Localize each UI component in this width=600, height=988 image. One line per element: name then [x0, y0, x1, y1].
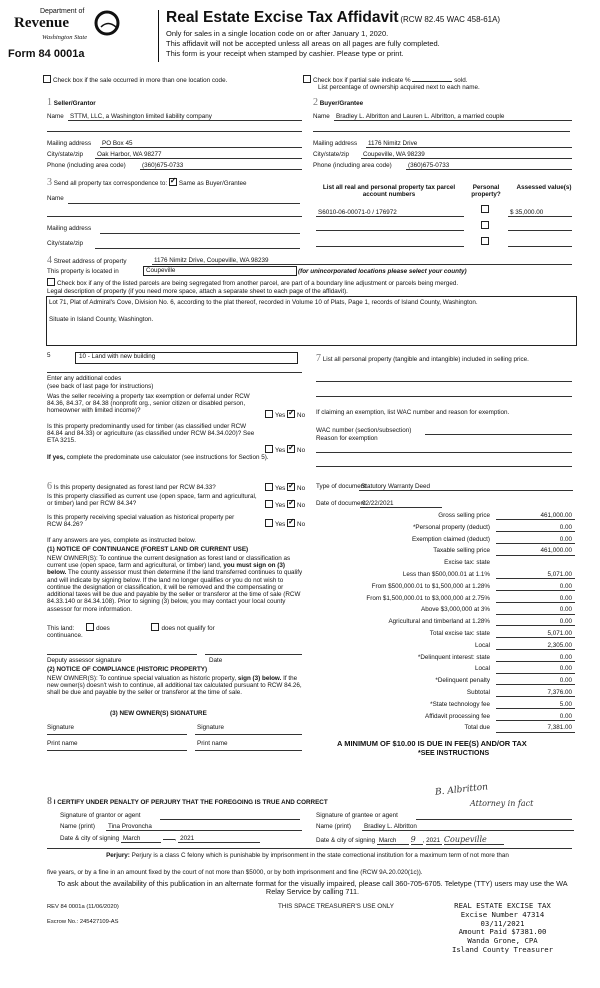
- alternate-format: To ask about the availability of this publication in an alternate format for the visually impaired, please call 360-705-6705. Teletype (TTY) users may use the WA Relay Service by calling 711.: [57, 879, 568, 897]
- perjury-text-2: five years, or by a fine in an amount fixed by the court of not more than $5000, or by both imprisonment and fine (RCW 9A.20.020(1c)).: [47, 869, 423, 876]
- tax-row-label: Excise tax: state: [444, 559, 490, 567]
- grantee-date-row: Date & city of signing March 9 , 2021 Coupeville: [316, 835, 504, 845]
- partial-note: List percentage of ownership acquired next to each name.: [318, 84, 480, 91]
- minimum-due: A MINIMUM OF $10.00 IS DUE IN FEE(S) AND/OR TAX: [337, 739, 527, 748]
- tax-row-label: Above $3,000,000 at 3%: [421, 606, 490, 614]
- signature-note: Attorney in fact: [470, 799, 534, 808]
- header-divider: [158, 10, 159, 62]
- buyer-city-field[interactable]: Coupeville, WA 98239: [361, 151, 572, 159]
- dept-name: Revenue: [14, 15, 69, 31]
- buyer-phone-label: Phone (including area code): [313, 162, 392, 169]
- corr-mailing-label: Mailing address: [47, 225, 92, 232]
- seller-name-field[interactable]: STTM, LLC, a Washington limited liability company: [68, 113, 302, 121]
- buyer-section: 2 Buyer/Grantee: [313, 97, 364, 108]
- same-as-buyer-checkbox[interactable]: [169, 178, 177, 186]
- seller-city-label: City/state/zip: [47, 151, 84, 158]
- seller-city-field[interactable]: Oak Harbor, WA 98277: [95, 151, 302, 159]
- legal-text: Lot 71, Plat of Admiral's Cove, Division No. 6, according to the plat thereof, recorded in Volume 10 of Plats, Page 1, records of Island County, Washington.: [49, 299, 478, 306]
- checkbox-icon[interactable]: [43, 75, 51, 83]
- buyer-name-label: Name: [313, 113, 330, 120]
- parcel-col-3: Assessed value(s): [516, 184, 572, 191]
- buyer-heading: Buyer/Grantee: [319, 100, 364, 107]
- personal-checkbox-1[interactable]: [481, 205, 491, 214]
- form-title-row: [166, 9, 500, 27]
- tax-row-label: Taxable selling price: [433, 547, 490, 555]
- tax-row-value[interactable]: 0.00: [496, 654, 575, 662]
- header-line-1: Only for sales in a single location code on or after January 1, 2020.: [166, 29, 389, 38]
- personal-checkbox-2[interactable]: [481, 221, 491, 230]
- tax-row-label: *Delinquent interest: state: [417, 653, 490, 661]
- header-line-2: This affidavit will not be accepted unless all areas on all pages are fully completed.: [166, 39, 440, 48]
- seller-name-line-2[interactable]: [47, 131, 302, 132]
- legal-description-box[interactable]: [46, 296, 577, 346]
- tax-row-value[interactable]: 461,000.00: [496, 512, 575, 520]
- tax-row-value[interactable]: 0.00: [496, 595, 575, 603]
- deputy-label: Deputy assessor signature: [47, 657, 122, 664]
- grantee-name-field[interactable]: Bradley L. Albritton: [362, 823, 574, 831]
- s6-q2-answers[interactable]: Yes ✓ No: [265, 500, 305, 509]
- seller-phone-field[interactable]: (360)675-0733: [140, 162, 302, 170]
- dept-state: Washington State: [42, 34, 88, 41]
- s6-question-2: Is this property classified as current use (open space, farm and agricultural, or timber) land per RCW 84.34?: [47, 493, 257, 508]
- notice-2-heading: (2) NOTICE OF COMPLIANCE (HISTORIC PROPERTY): [47, 666, 208, 673]
- reason-line-2[interactable]: [316, 466, 572, 467]
- tax-row-label: Local: [474, 641, 490, 649]
- seller-phone-label: Phone (including area code): [47, 162, 126, 169]
- parcel-col-1: List all real and personal property tax parcel account numbers: [322, 184, 456, 199]
- s5-ifyes: If yes, complete the predominate use calculator (see instructions for Section 5).: [47, 454, 269, 461]
- rcw-ref: (RCW 82.45 WAC 458-61A): [400, 15, 501, 24]
- buyer-name-field[interactable]: Bradley L. Albritton and Lauren L. Albritton, a married couple: [334, 113, 572, 121]
- notice-1-heading: (1) NOTICE OF CONTINUANCE (FOREST LAND OR CURRENT USE): [47, 546, 249, 553]
- section8-divider: [47, 848, 572, 849]
- tax-row-label: *Delinquent penalty: [435, 677, 490, 685]
- tax-row-value[interactable]: 7,381.00: [496, 724, 575, 732]
- assessed-value-1[interactable]: $ 35,000.00: [508, 209, 572, 217]
- perjury-text: Perjury: Perjury is a class C felony which is punishable by imprisonment in the state correctional institution for a maximum term of not more than: [106, 852, 509, 859]
- doc-date-field[interactable]: 02/22/2021: [360, 500, 442, 508]
- corr-city-label: City/state/zip: [47, 240, 84, 247]
- buyer-city-label: City/state/zip: [313, 151, 350, 158]
- tax-row-value[interactable]: 5,071.00: [496, 571, 575, 579]
- grantee-name-label: Name (print): [316, 823, 351, 830]
- deputy-signature-field[interactable]: [47, 654, 197, 655]
- grantee-sig-label: Signature of grantee or agent: [316, 812, 398, 819]
- treasurer-stamp: REAL ESTATE EXCISE TAX Excise Number 47314 03/11/2021 Amount Paid $7381.00 Wanda Grone, CPA Island County Treasurer: [451, 901, 554, 954]
- street-address-row: 4 Street address of property: [47, 255, 127, 266]
- tax-row-value[interactable]: 0.00: [496, 606, 575, 614]
- doc-type-label: Type of document: [316, 483, 367, 490]
- swoosh-icon: [94, 10, 120, 36]
- header-line-3: This form is your receipt when stamped by cashier. Please type or print.: [166, 49, 404, 58]
- tax-row-value[interactable]: 5.00: [496, 701, 575, 709]
- reason-line-1[interactable]: [316, 452, 572, 453]
- additional-codes-field[interactable]: [47, 372, 302, 373]
- tax-row-label: Local: [474, 665, 490, 673]
- tax-row-value[interactable]: 0.00: [496, 665, 575, 673]
- tax-row-value[interactable]: 2,305.00: [496, 642, 575, 650]
- located-note: (for unincorporated locations please select your county): [298, 268, 467, 275]
- escrow-number: Escrow No.: 245427109-AS: [47, 919, 119, 925]
- doc-type-field[interactable]: Statutory Warranty Deed: [359, 483, 573, 491]
- form-number: Form 84 0001a: [8, 48, 85, 60]
- this-land-row: This land: does does not qualify for: [47, 625, 215, 632]
- personal-property-line-1[interactable]: [316, 381, 572, 382]
- corr-mailing-field[interactable]: [100, 233, 300, 234]
- wac-label: WAC number (section/subsection): [316, 427, 412, 434]
- corr-name-label: Name: [47, 195, 64, 202]
- rev-number: REV 84 0001a (11/06/2020): [47, 904, 119, 910]
- grantor-name-label: Name (print): [60, 823, 95, 830]
- s5-q2-answers[interactable]: Yes ✓ No: [265, 445, 305, 454]
- s6-question-3: Is this property receiving special valuation as historical property per RCW 84.26?: [47, 514, 235, 529]
- dor-logo: [8, 8, 158, 66]
- dept-line: Department of: [40, 8, 85, 15]
- wac-field[interactable]: [425, 434, 572, 435]
- buyer-name-line-2[interactable]: [313, 131, 570, 132]
- seller-mailing-label: Mailing address: [47, 140, 92, 147]
- owner-print-1[interactable]: [47, 750, 187, 751]
- deputy-date-label: Date: [209, 657, 223, 664]
- tax-row-label: Total excise tax: state: [429, 630, 490, 637]
- owner-print-2[interactable]: [195, 750, 302, 751]
- tax-row-label: Affidavit processing fee: [425, 712, 490, 720]
- owner-signature-2[interactable]: [195, 734, 302, 735]
- s5-q1-answers[interactable]: Yes ✓ No: [265, 410, 305, 419]
- tax-row-value[interactable]: 0.00: [496, 677, 575, 685]
- corr-name-line-2[interactable]: [47, 216, 302, 217]
- tax-row-label: *Personal property (deduct): [412, 523, 490, 531]
- s6-any-yes: If any answers are yes, complete as instructed below.: [47, 537, 197, 544]
- assessed-value-3[interactable]: [508, 238, 572, 247]
- s6-question-1: 6 Is this property designated as forest land per RCW 84.33?: [47, 481, 216, 492]
- tax-row-label: Exemption claimed (deduct): [411, 535, 490, 543]
- seller-heading: Seller/Grantor: [53, 100, 96, 107]
- tax-row-label: *State technology fee: [430, 700, 490, 708]
- does-not-checkbox[interactable]: [151, 623, 159, 631]
- legal-label: Legal description of property (if you need more space, attach a separate sheet to each page of the affidavit).: [47, 288, 348, 295]
- tax-row-value[interactable]: 0.00: [496, 713, 575, 721]
- doc-date-label: Date of document: [316, 500, 366, 507]
- tax-row-label: From $500,000.01 to $1,500,000 at 1.28%: [371, 582, 490, 590]
- grantor-name-field[interactable]: Tina Provoncha: [106, 823, 302, 831]
- form-title: Real Estate Excise Tax Affidavit: [166, 9, 399, 26]
- personal-property-line-2[interactable]: [316, 396, 572, 397]
- s6-q1-answers[interactable]: Yes ✓ No: [265, 483, 305, 492]
- see-instructions: *SEE INSTRUCTIONS: [418, 750, 490, 757]
- personal-checkbox-3[interactable]: [481, 237, 491, 246]
- located-label: This property is located in: [47, 268, 119, 275]
- tax-row-value[interactable]: 0.00: [496, 618, 575, 626]
- land-use-code-select[interactable]: 10 - Land with new building: [75, 352, 298, 364]
- parcel-number-2[interactable]: [316, 222, 464, 231]
- grantee-signature[interactable]: B. Albritton: [434, 782, 489, 798]
- notice-3-heading: (3) NEW OWNER(S) SIGNATURE: [110, 710, 207, 717]
- tax-row-label: Agricultural and timberland at 1.28%: [388, 618, 490, 626]
- tax-row-label: Total due: [464, 724, 490, 732]
- notice-2-text: NEW OWNER(S): To continue special valuation as historic property, sign (3) below. If the new owner(s) doesn't wish to continue, all additional tax calculated pursuant to RCW 84.26, shall be due and payable by the seller or transferor at the time of sale.: [47, 675, 302, 697]
- seller-name-label: Name: [47, 113, 64, 120]
- print-label-2: Print name: [197, 740, 228, 747]
- corr-name-field[interactable]: [68, 203, 300, 204]
- grantor-date-row: Date & city of signing March , 2021: [60, 835, 260, 843]
- deputy-date-field[interactable]: [205, 654, 302, 655]
- owner-signature-1[interactable]: [47, 734, 187, 735]
- signature-label-2: Signature: [197, 724, 224, 731]
- tax-row-label: From $1,500,000.01 to $3,000,000 at 2.75%: [366, 594, 490, 602]
- signature-label-1: Signature: [47, 724, 74, 731]
- grantor-sig-field[interactable]: [160, 819, 300, 820]
- codes-label: Enter any additional codes: [47, 375, 122, 382]
- legal-situate: Situate in Island County, Washington.: [49, 316, 154, 324]
- continuance-label: continuance.: [47, 632, 83, 639]
- certify-statement: 8 I CERTIFY UNDER PENALTY OF PERJURY THAT THE FOREGOING IS TRUE AND CORRECT: [47, 796, 328, 807]
- section5-num: 5: [47, 352, 51, 359]
- tax-row-label: Gross selling price: [438, 512, 490, 519]
- grantee-sig-field[interactable]: [416, 819, 572, 820]
- tax-row-label: Subtotal: [466, 689, 490, 696]
- codes-note: (see back of last page for instructions): [47, 383, 154, 390]
- seller-section: 1 Seller/Grantor: [47, 97, 96, 108]
- location-select[interactable]: Coupeville: [143, 266, 297, 276]
- seller-mailing-field[interactable]: PO Box 45: [100, 140, 302, 148]
- s5-question-2: Is this property predominantly used for timber (as classified under RCW 84.84 and 84.33) or agriculture (as classified under RCW 84.34.020)? See ETA 3215.: [47, 423, 255, 445]
- personal-property-list: 7 List all personal property (tangible and intangible) included in selling price.: [316, 353, 529, 364]
- treasurer-use: THIS SPACE TREASURER'S USE ONLY: [278, 903, 394, 910]
- tax-row-value[interactable]: 0.00: [496, 583, 575, 591]
- s6-q3-answers[interactable]: Yes ✓ No: [265, 519, 305, 528]
- partial-sale-check[interactable]: Check box if partial sale indicate % sold.: [303, 75, 467, 84]
- tax-row-value[interactable]: 0.00: [496, 536, 575, 544]
- notice-1-text: NEW OWNER(S): To continue the current designation as forest land or classification as current use (open space, farm and agricultural, or timber) land, you must sign on (3) below. The county assessor must then determine if the land transferred continues to qualify and will indicate by signing below. If the land no longer qualifies or you do not wish to continue the designation or classification, it will be removed and the compensating or additional taxes will be due and payable by the seller or transferor at the time of sale (RCW 84.33.140 or 84.34.108). Prior to signing (3) below, you may contact your local county assessor for more information.: [47, 555, 303, 613]
- tax-row-value[interactable]: 461,000.00: [496, 547, 575, 555]
- buyer-mailing-field[interactable]: 1176 Nimitz Drive: [366, 140, 572, 148]
- tax-calculation-table: [316, 512, 578, 737]
- segregated-check[interactable]: Check box if any of the listed parcels are being segregated from another parcel, are part of a boundary line adjustment or parcels being merged.: [47, 278, 458, 287]
- does-checkbox[interactable]: [86, 623, 94, 631]
- assessed-value-2[interactable]: [508, 222, 572, 231]
- tax-row-value[interactable]: 5,071.00: [496, 630, 575, 638]
- buyer-mailing-label: Mailing address: [313, 140, 358, 147]
- tax-row-value[interactable]: 0.00: [496, 524, 575, 532]
- tax-row-value[interactable]: 7,376.00: [496, 689, 575, 697]
- multi-location-check[interactable]: Check box if the sale occurred in more than one location code.: [43, 75, 227, 84]
- print-label-1: Print name: [47, 740, 78, 747]
- parcel-number-1[interactable]: S6010-06-00071-0 / 176972: [316, 209, 464, 217]
- exemption-label: If claiming an exemption, list WAC number and reason for exemption.: [316, 409, 510, 416]
- tax-row-label: Less than $500,000.01 at 1.1%: [402, 571, 490, 578]
- checkbox-icon[interactable]: [303, 75, 311, 83]
- parcel-col-2: Personal property?: [471, 184, 501, 199]
- s5-question-1: Was the seller receiving a property tax exemption or deferral under RCW 84.36, 84.37, or 84.38 (nonprofit org., senior citizen or disabled person, homeowner with limited income)?: [47, 393, 250, 415]
- send-correspondence: 3 Send all property tax correspondence to: ✓ Same as Buyer/Grantee: [47, 177, 246, 189]
- buyer-phone-field[interactable]: (360)675-0733: [406, 162, 572, 170]
- corr-city-field[interactable]: [95, 248, 300, 249]
- reason-label: Reason for exemption: [316, 435, 378, 442]
- checkbox-icon[interactable]: [47, 278, 55, 286]
- street-address-field[interactable]: 1176 Nimitz Drive, Coupeville, WA 98239: [152, 257, 572, 265]
- grantor-sig-label: Signature of grantor or agent: [60, 812, 141, 819]
- parcel-number-3[interactable]: [316, 238, 464, 247]
